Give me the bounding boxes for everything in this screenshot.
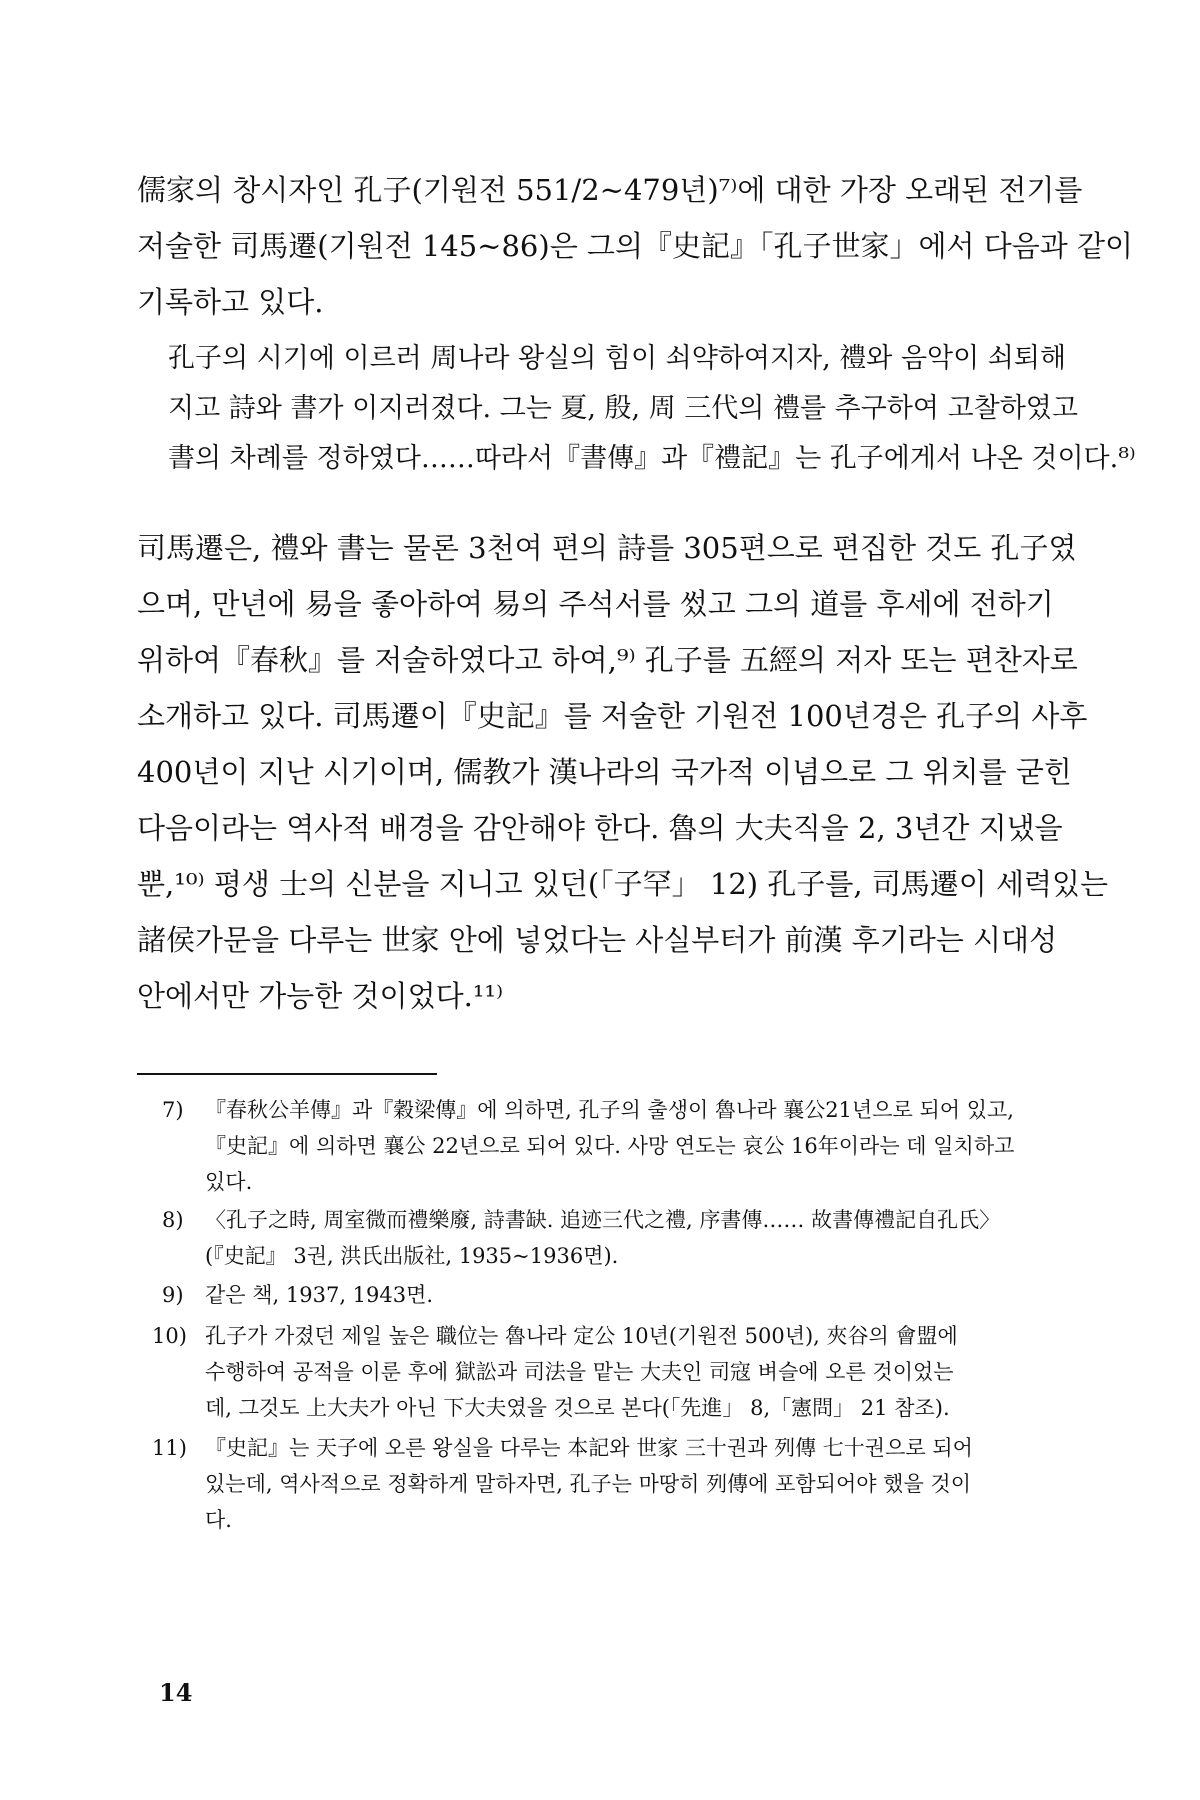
- paragraph-line: 뿐,¹⁰⁾ 평생 士의 신분을 지니고 있던(「子罕」 12) 孔子를, 司馬遷이 세력있는: [137, 867, 1109, 901]
- paragraph-line: 저술한 司馬遷(기원전 145~86)은 그의『史記』「孔子世家」에서 다음과 같이: [137, 229, 1133, 263]
- footnote-number: 11): [152, 1436, 187, 1460]
- footnote-line: 『史記』에 의하면 襄公 22년으로 되어 있다. 사망 연도는 哀公 16年이라는 데 일치하고: [205, 1134, 1015, 1158]
- footnote-9: [162, 1277, 1067, 1313]
- footnote-number: 7): [162, 1098, 184, 1122]
- footnote-line: 孔子가 가졌던 제일 높은 職位는 魯나라 定公 10년(기원전 500년), 夾谷의 會盟에: [205, 1324, 958, 1348]
- paragraph-intro: [137, 162, 1133, 330]
- paragraph-line: 儒家의 창시자인 孔子(기원전 551/2~479년)⁷⁾에 대한 가장 오래된 전기를: [137, 173, 1083, 207]
- block-quote: [168, 334, 1136, 484]
- page-number: 14: [159, 1678, 193, 1707]
- footnote-line: 있는데, 역사적으로 정확하게 말하자면, 孔子는 마땅히 列傳에 포함되어야 했을 것이: [205, 1472, 972, 1496]
- footnote-8: [162, 1202, 1067, 1274]
- footnote-body: [162, 1277, 1067, 1313]
- footnote-10: [152, 1318, 1067, 1426]
- footnote-body: [162, 1430, 1067, 1538]
- paragraph-line: 안에서만 가능한 것이었다.¹¹⁾: [137, 979, 504, 1013]
- footnote-line: 있다.: [205, 1170, 253, 1194]
- footnote-line: 〈孔子之時, 周室微而禮樂廢, 詩書缺. 追迹三代之禮, 序書傳…… 故書傳禮記自孔氏〉: [205, 1208, 1001, 1232]
- paragraph-line: 다음이라는 역사적 배경을 감안해야 한다. 魯의 大夫직을 2, 3년간 지냈을: [137, 811, 1063, 845]
- footnote-number: 9): [162, 1283, 184, 1307]
- paragraph-line: 위하여『春秋』를 저술하였다고 하여,⁹⁾ 孔子를 五經의 저자 또는 편찬자로: [137, 643, 1078, 677]
- footnote-line: 데, 그것도 上大夫가 아닌 下大夫였을 것으로 본다(「先進」 8,「憲問」 21 참조).: [205, 1396, 950, 1420]
- footnote-line: (『史記』 3권, 洪氏出版社, 1935~1936면).: [205, 1244, 619, 1268]
- paragraph-main: [137, 520, 1109, 1024]
- footnote-7: [162, 1092, 1067, 1200]
- footnote-line: 수행하여 공적을 이룬 후에 獄訟과 司法을 맡는 大夫인 司寇 벼슬에 오른 것이었는: [205, 1360, 954, 1384]
- footnote-line: 같은 책, 1937, 1943면.: [205, 1283, 434, 1307]
- footnote-line: 『史記』는 天子에 오른 왕실을 다루는 本記와 世家 三十권과 列傳 七十권으로 되어: [205, 1436, 973, 1460]
- footnote-body: [162, 1202, 1067, 1274]
- paragraph-line: 으며, 만년에 易을 좋아하여 易의 주석서를 썼고 그의 道를 후세에 전하기: [137, 587, 1054, 621]
- paragraph-line: 소개하고 있다. 司馬遷이『史記』를 저술한 기원전 100년경은 孔子의 사후: [137, 699, 1088, 733]
- quote-line: 書의 차례를 정하였다……따라서『書傳』과『禮記』는 孔子에게서 나온 것이다.⁸⁾: [168, 443, 1136, 474]
- quote-line: 지고 詩와 書가 이지러졌다. 그는 夏, 殷, 周 三代의 禮를 추구하여 고찰하였고: [168, 393, 1078, 424]
- quote-line: 孔子의 시기에 이르러 周나라 왕실의 힘이 쇠약하여지자, 禮와 음악이 쇠퇴해: [168, 343, 1067, 374]
- paragraph-line: 司馬遷은, 禮와 書는 물론 3천여 편의 詩를 305편으로 편집한 것도 孔子였: [137, 531, 1077, 565]
- footnote-body: [162, 1092, 1067, 1200]
- footnote-body: [162, 1318, 1067, 1426]
- footnote-line: 『春秋公羊傳』과『穀梁傳』에 의하면, 孔子의 출생이 魯나라 襄公21년으로 되어 있고,: [205, 1098, 1014, 1122]
- paragraph-line: 400년이 지난 시기이며, 儒教가 漢나라의 국가적 이념으로 그 위치를 굳힌: [137, 755, 1072, 789]
- footnote-divider: [137, 1073, 437, 1075]
- footnote-line: 다.: [205, 1508, 232, 1532]
- footnote-number: 8): [162, 1208, 184, 1232]
- paragraph-line: 諸侯가문을 다루는 世家 안에 넣었다는 사실부터가 前漢 후기라는 시대성: [137, 923, 1058, 957]
- footnote-11: [152, 1430, 1067, 1538]
- paragraph-line: 기록하고 있다.: [137, 285, 324, 319]
- footnote-number: 10): [152, 1324, 187, 1348]
